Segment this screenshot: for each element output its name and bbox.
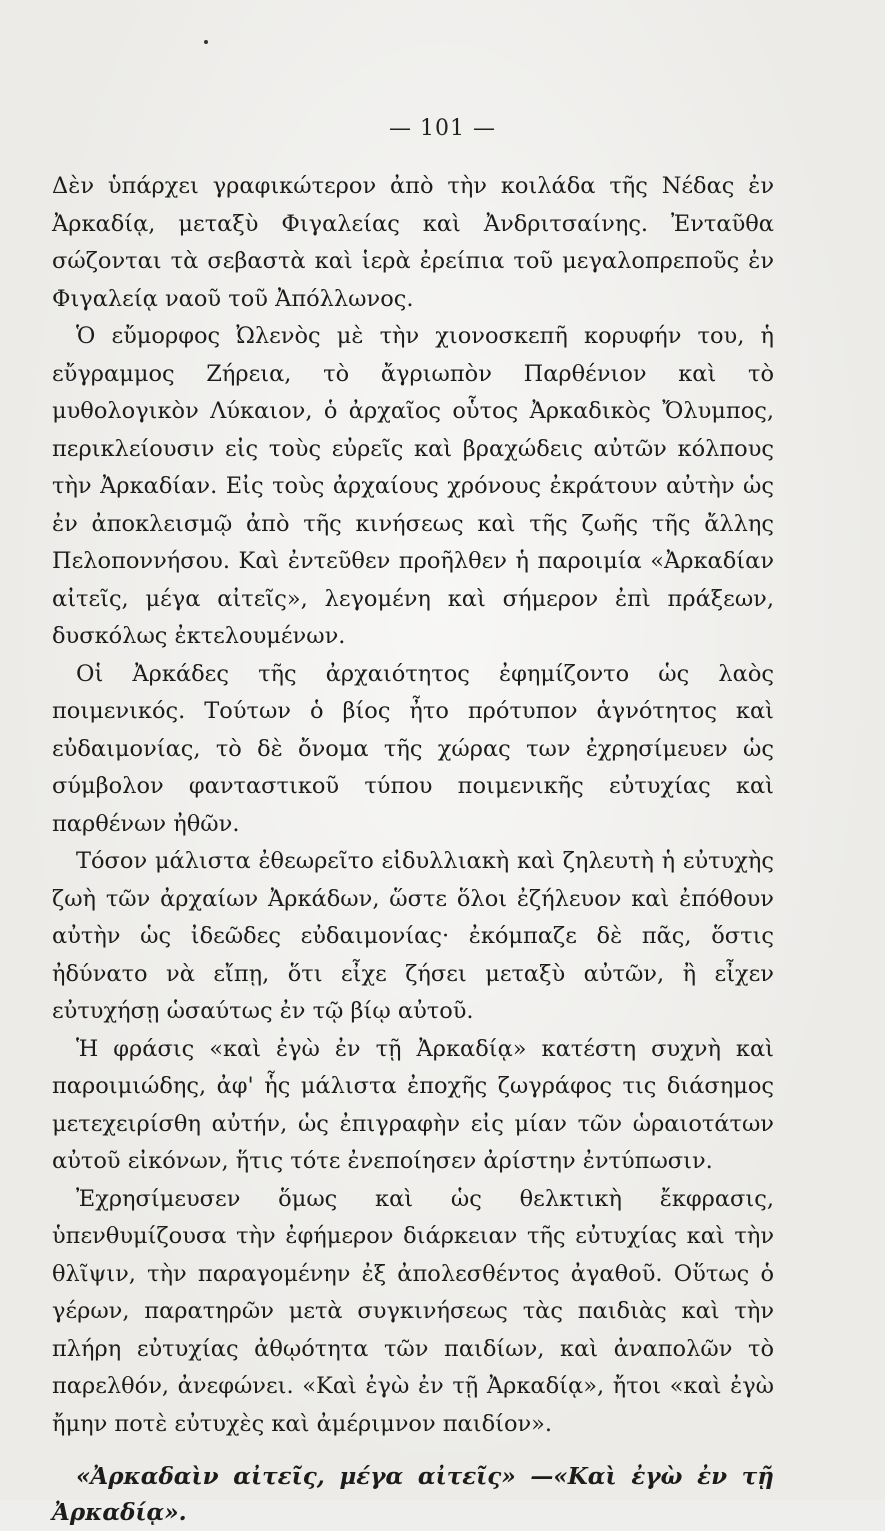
paragraph-2: Ὁ εὔμορφος Ὠλενὸς μὲ τὴν χιονοσκεπῆ κορυφήν του, ἡ εὔγραμμος Ζήρεια, τὸ ἄγριωπὸν Παρθένιον καὶ τὸ μυθολογικὸν Λύκαιον, ὁ ἀρχαῖος οὗτος Ἀρκαδικὸς Ὄλυμπος, περικλείουσιν εἰς τοὺς εὐρεῖς καὶ βραχώδεις αὐτῶν κόλπους τὴν Ἀρκαδίαν. Εἰς τοὺς ἀρχαίους χρόνους ἐκράτουν αὐτὴν ὡς ἐν ἀποκλεισμῷ ἀπὸ τῆς κινήσεως καὶ τῆς ζωῆς τῆς ἄλλης Πελοποννήσου. Καὶ ἐντεῦθεν προῆλθεν ἡ παροιμία «Ἀρκαδίαν αἰτεῖς, μέγα αἰτεῖς», λεγομένη καὶ σήμερον ἐπὶ πράξεων, δυσκόλως ἐκτελουμένων. [52,323,774,649]
closing-quote: «Ἀρκαδαὶν αἰτεῖς, μέγα αἰτεῖς» —«Καὶ ἐγὼ ἐν τῇ Ἀρκαδίᾳ». [52,1463,774,1526]
paragraph-3: Οἱ Ἀρκάδες τῆς ἀρχαιότητος ἐφημίζοντο ὡς λαὸς ποιμενικός. Τούτων ὁ βίος ἦτο πρότυπον ἁγνότητος καὶ εὐδαιμονίας, τὸ δὲ ὄνομα τῆς χώρας των ἐχρησίμευεν ὡς σύμβολον φανταστικοῦ τύπου ποιμενικῆς εὐτυχίας καὶ παρθένων ἠθῶν. [52,660,774,837]
body-text [52,168,774,1531]
paragraph-4: Τόσον μάλιστα ἐθεωρεῖτο εἰδυλλιακὴ καὶ ζηλευτὴ ἡ εὐτυχὴς ζωὴ τῶν ἀρχαίων Ἀρκάδων, ὥστε ὅλοι ἐζήλευον καὶ ἐπόθουν αὐτὴν ὡς ἰδεῶδες εὐδαιμονίας· ἐκόμπαζε δὲ πᾶς, ὅστις ἠδύνατο νὰ εἴπῃ, ὅτι εἶχε ζήσει μεταξὺ αὐτῶν, ἢ εἶχεν εὐτυχήσῃ ὡσαύτως ἐν τῷ βίῳ αὐτοῦ. [52,848,774,1024]
page-number: — 101 — [389,116,496,141]
paragraph-6: Ἐχρησίμευσεν ὅμως καὶ ὡς θελκτικὴ ἔκφρασις, ὑπενθυμίζουσα τὴν ἐφήμερον διάρκειαν τῆς εὐτυχίας καὶ τὴν θλῖψιν, τὴν παραγομένην ἐξ ἀπολεσθέντος ἀγαθοῦ. Οὕτως ὁ γέρων, παρατηρῶν μετὰ συγκινήσεως τὰς παιδιὰς καὶ τὴν πλήρη εὐτυχίας ἀθῳότητα τῶν παιδίων, καὶ ἀναπολῶν τὸ παρελθόν, ἀνεφώνει. «Καὶ ἐγὼ ἐν τῇ Ἀρκαδίᾳ», ἤτοι «καὶ ἐγὼ ἤμην ποτὲ εὐτυχὲς καὶ ἀμέριμνον παιδίον». [52,1185,774,1437]
ink-speck [204,40,208,44]
paragraph-1: Δὲν ὑπάρχει γραφικώτερον ἀπὸ τὴν κοιλάδα τῆς Νέδας ἐν Ἀρκαδίᾳ, μεταξὺ Φιγαλείας καὶ Ἀνδριτσαίνης. Ἐνταῦθα σώζονται τὰ σεβαστὰ καὶ ἱερὰ ἐρείπια τοῦ μεγαλοπρεποῦς ἐν Φιγαλείᾳ ναοῦ τοῦ Ἀπόλλωνος. [52,173,774,312]
paragraph-5: Ἡ φράσις «καὶ ἐγὼ ἐν τῇ Ἀρκαδίᾳ» κατέστη συχνὴ καὶ παροιμιώδης, ἀφ' ἧς μάλιστα ἐποχῆς ζωγράφος τις διάσημος μετεχειρίσθη αὐτήν, ὡς ἐπιγραφὴν εἰς μίαν τῶν ὡραιοτάτων αὐτοῦ εἰκόνων, ἥτις τότε ἐνεποίησεν ἀρίστην ἐντύπωσιν. [52,1035,774,1174]
